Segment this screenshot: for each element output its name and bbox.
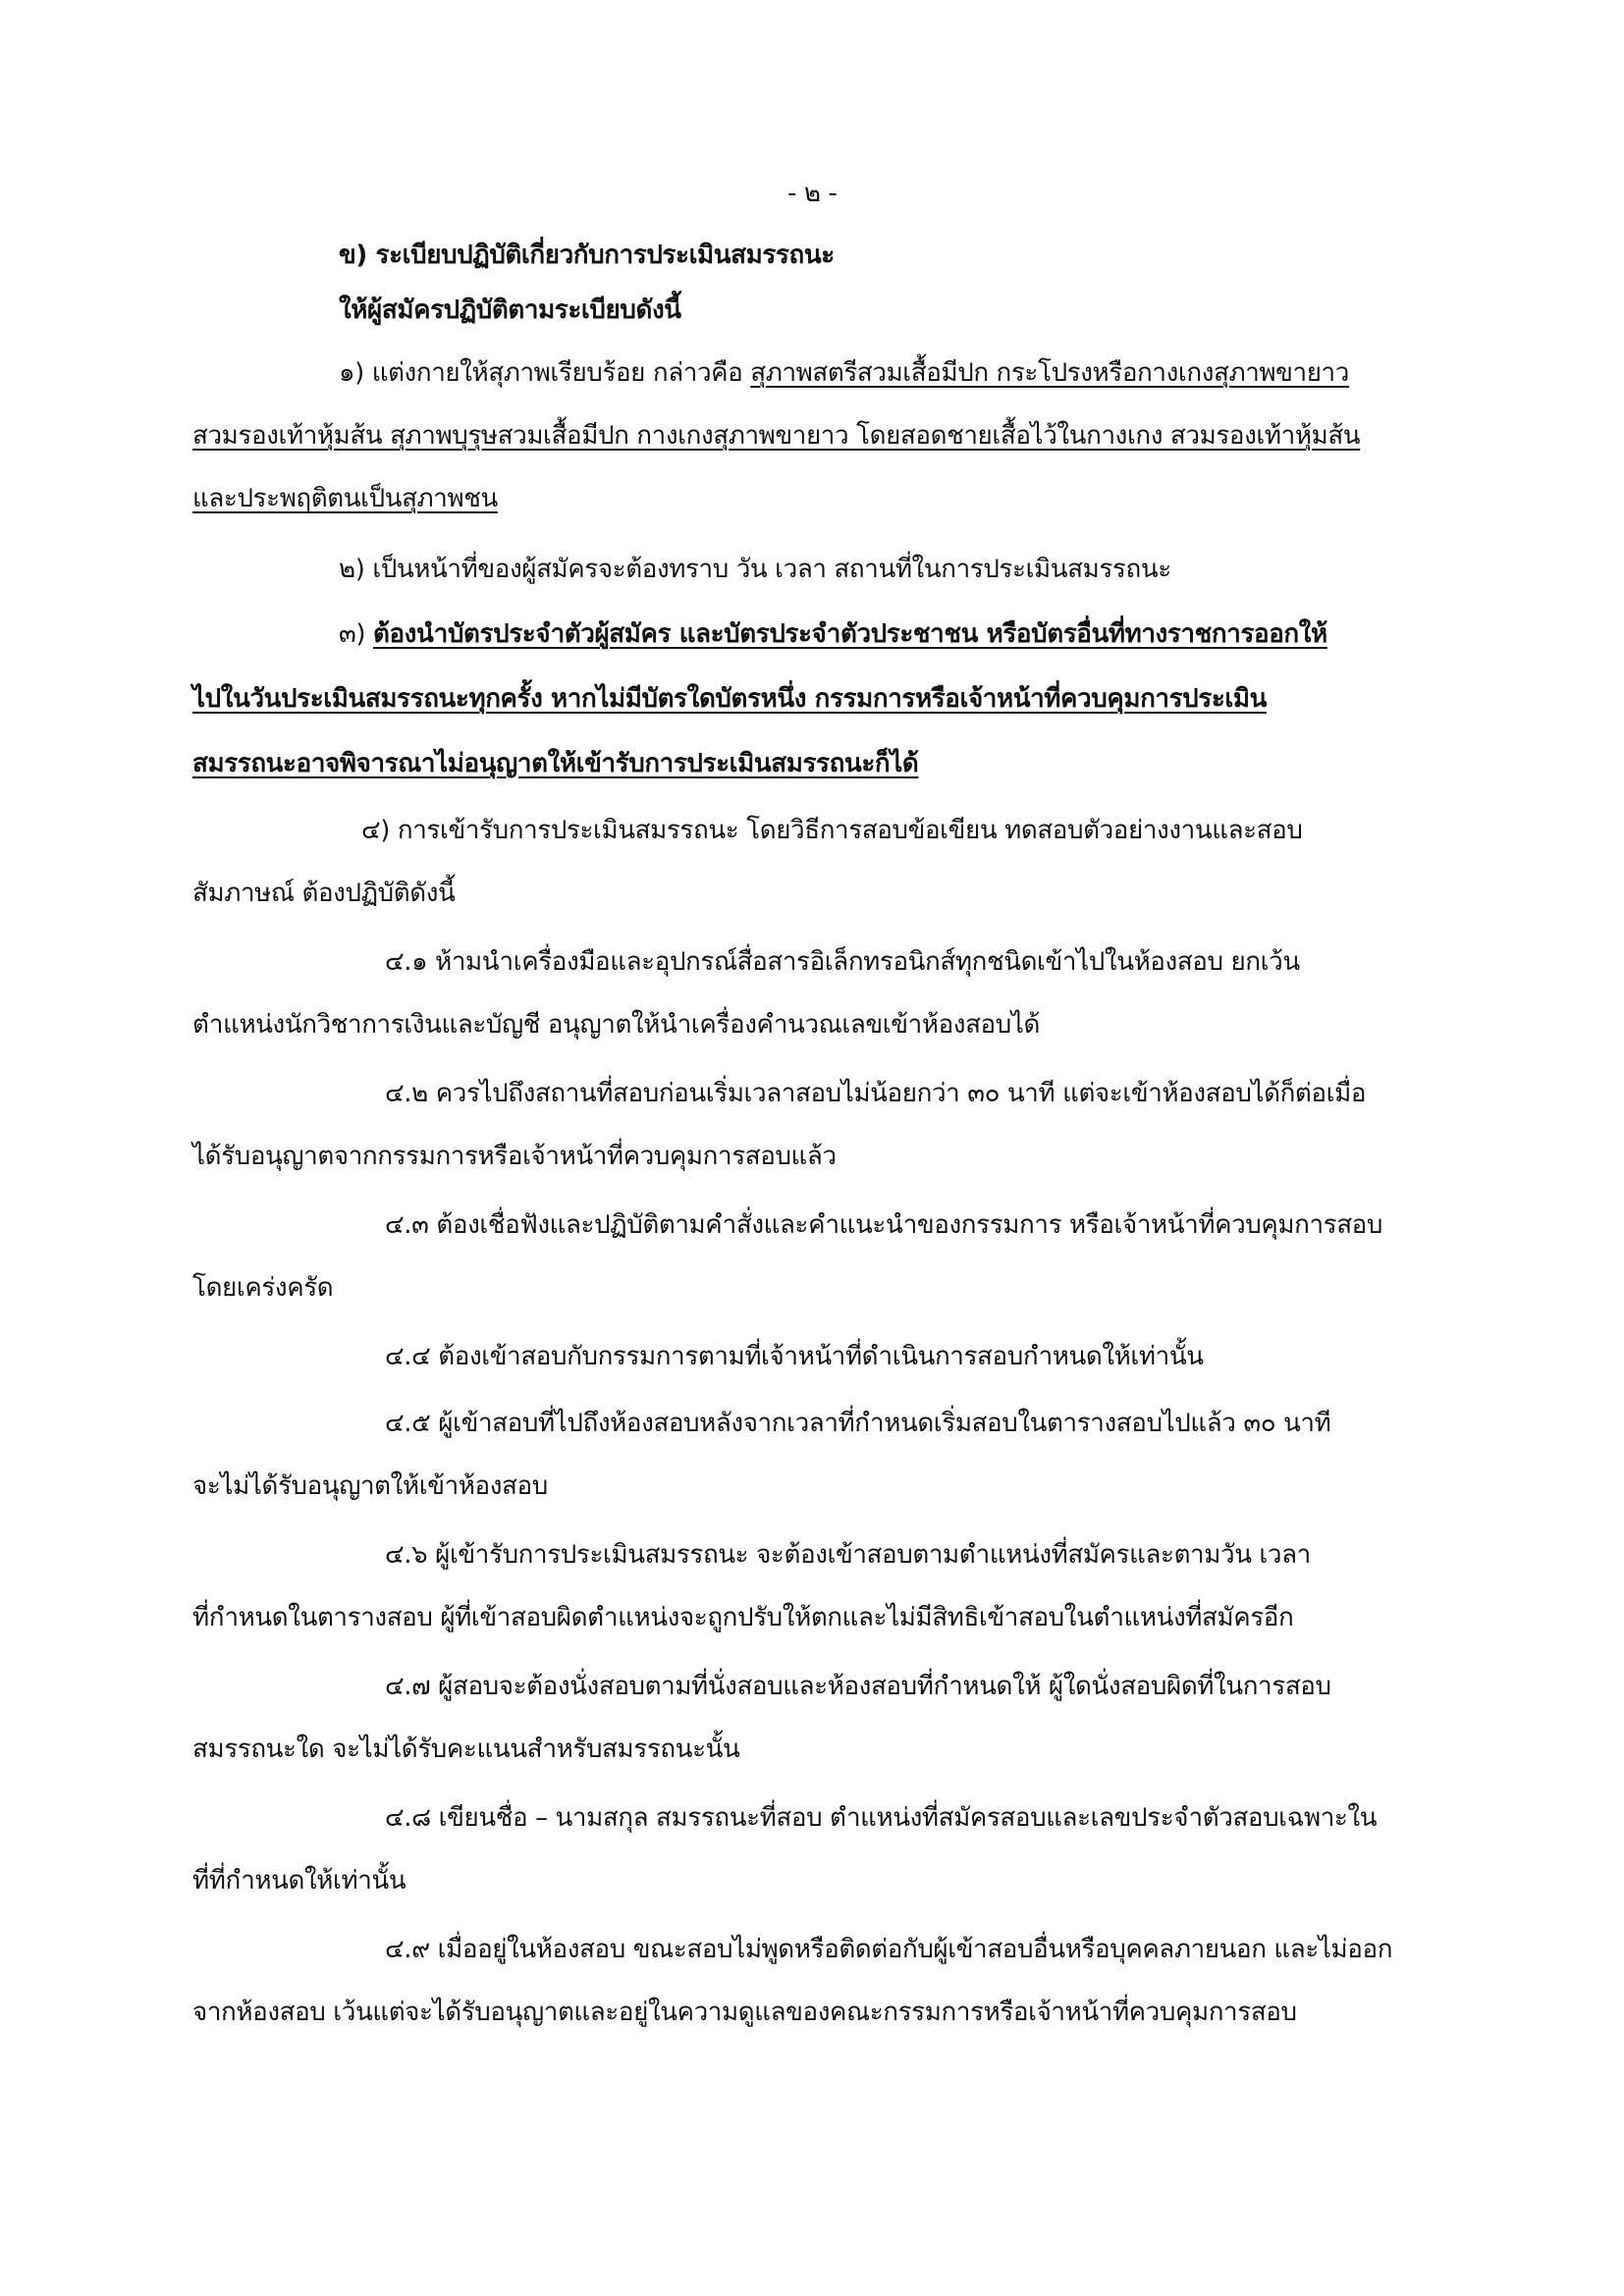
subitem-4-2-line-1: ๔.๒ ควรไปถึงสถานที่สอบก่อนเริ่มเวลาสอบไม่น้อยกว่า ๓๐ นาที แต่จะเข้าห้องสอบได้ก็ต่อเมื่อ <box>385 1079 1367 1108</box>
subitem-4-5-line-1: ๔.๕ ผู้เข้าสอบที่ไปถึงห้องสอบหลังจากเวลาที่กำหนดเริ่มสอบในตารางสอบไปแล้ว ๓๐ นาที <box>385 1409 1331 1438</box>
subitem-4-1-line-2: ตำแหน่งนักวิชาการเงินและบัญชี อนุญาตให้นำเครื่องคำนวณเลขเข้าห้องสอบได้ <box>192 1010 1041 1040</box>
item-1-line-3: และประพฤติตนเป็นสุภาพชน <box>192 484 498 513</box>
item-3-line-3: สมรรถนะอาจพิจารณาไม่อนุญาตให้เข้ารับการประเมินสมรรถนะก็ได้ <box>192 749 919 778</box>
subitem-4-2-line-2: ได้รับอนุญาตจากกรรมการหรือเจ้าหน้าที่ควบคุมการสอบแล้ว <box>192 1142 837 1171</box>
item-4-line-2: สัมภาษณ์ ต้องปฏิบัติดังนี้ <box>192 879 456 908</box>
subitem-4-6-line-2: ที่กำหนดในตารางสอบ ผู้ที่เข้าสอบผิดตำแหน่งจะถูกปรับให้ตกและไม่มีสิทธิเข้าสอบในตำแหน่งที่สมัครอีก <box>192 1603 1294 1632</box>
item-2: ๒) เป็นหน้าที่ของผู้สมัครจะต้องทราบ วัน เวลา สถานที่ในการประเมินสมรรถนะ <box>339 555 1171 584</box>
item-3-lead: ๓) <box>339 619 373 649</box>
subitem-4-4-line-1: ๔.๔ ต้องเข้าสอบกับกรรมการตามที่เจ้าหน้าที่ดำเนินการสอบกำหนดให้เท่านั้น <box>385 1342 1204 1371</box>
subitem-4-3-line-2: โดยเคร่งครัด <box>192 1273 334 1303</box>
section-heading: ข) ระเบียบปฏิบัติเกี่ยวกับการประเมินสมรรถนะ <box>339 240 835 270</box>
subitem-4-7-line-1: ๔.๗ ผู้สอบจะต้องนั่งสอบตามที่นั่งสอบและห้องสอบที่กำหนดให้ ผู้ใดนั่งสอบผิดที่ในการสอบ <box>385 1672 1331 1701</box>
item-3-line-1 <box>339 613 1327 656</box>
subitem-4-1-line-1: ๔.๑ ห้ามนำเครื่องมือและอุปกรณ์สื่อสารอิเล็กทรอนิกส์ทุกชนิดเข้าไปในห้องสอบ ยกเว้น <box>385 947 1300 977</box>
item-1-line-1 <box>339 351 1349 395</box>
item-1-line-2: สวมรองเท้าหุ้มส้น สุภาพบุรุษสวมเสื้อมีปก กางเกงสุภาพขายาว โดยสอดชายเสื้อไว้ในกางเกง สวมรองเท้าหุ้มส้น <box>192 421 1361 451</box>
subitem-4-8-line-2: ที่ที่กำหนดให้เท่านั้น <box>192 1866 406 1896</box>
subitem-4-3-line-1: ๔.๓ ต้องเชื่อฟังและปฏิบัติตามคำสั่งและคำแนะนำของกรรมการ หรือเจ้าหน้าที่ควบคุมการสอบ <box>385 1210 1383 1240</box>
subitem-4-9-line-2: จากห้องสอบ เว้นแต่จะได้รับอนุญาตและอยู่ในความดูแลของคณะกรรมการหรือเจ้าหน้าที่ควบคุมการสอบ <box>192 1998 1297 2027</box>
page-number: - ๒ - <box>787 179 838 208</box>
section-subheading: ให้ผู้สมัครปฏิบัติตามระเบียบดังนี้ <box>339 295 681 325</box>
subitem-4-9-line-1: ๔.๙ เมื่ออยู่ในห้องสอบ ขณะสอบไม่พูดหรือติดต่อกับผู้เข้าสอบอื่นหรือบุคคลภายนอก และไม่ออก <box>385 1935 1393 1964</box>
item-3-id-card-requirement: ต้องนำบัตรประจำตัวผู้สมัคร และบัตรประจำตัวประชาชน หรือบัตรอื่นที่ทางราชการออกให้ <box>372 619 1327 649</box>
subitem-4-7-line-2: สมรรถนะใด จะไม่ได้รับคะแนนสำหรับสมรรถนะนั้น <box>192 1735 740 1764</box>
item-3-line-2: ไปในวันประเมินสมรรถนะทุกครั้ง หากไม่มีบัตรใดบัตรหนึ่ง กรรมการหรือเจ้าหน้าที่ควบคุมการประเมิน <box>192 684 1268 714</box>
item-4-line-1: ๔) การเข้ารับการประเมินสมรรถนะ โดยวิธีการสอบข้อเขียน ทดสอบตัวอย่างงานและสอบ <box>361 816 1303 845</box>
subitem-4-6-line-1: ๔.๖ ผู้เข้ารับการประเมินสมรรถนะ จะต้องเข้าสอบตามตำแหน่งที่สมัครและตามวัน เวลา <box>385 1540 1311 1570</box>
subitem-4-8-line-1: ๔.๘ เขียนชื่อ – นามสกุล สมรรถนะที่สอบ ตำแหน่งที่สมัครสอบและเลขประจำตัวสอบเฉพาะใน <box>385 1803 1378 1833</box>
item-1-lead: ๑) แต่งกายให้สุภาพเรียบร้อย กล่าวคือ <box>339 358 751 388</box>
subitem-4-5-line-2: จะไม่ได้รับอนุญาตให้เข้าห้องสอบ <box>192 1471 548 1501</box>
item-1-dress-code-women: สุภาพสตรีสวมเสื้อมีปก กระโปรงหรือกางเกงสุภาพขายาว <box>750 358 1349 388</box>
